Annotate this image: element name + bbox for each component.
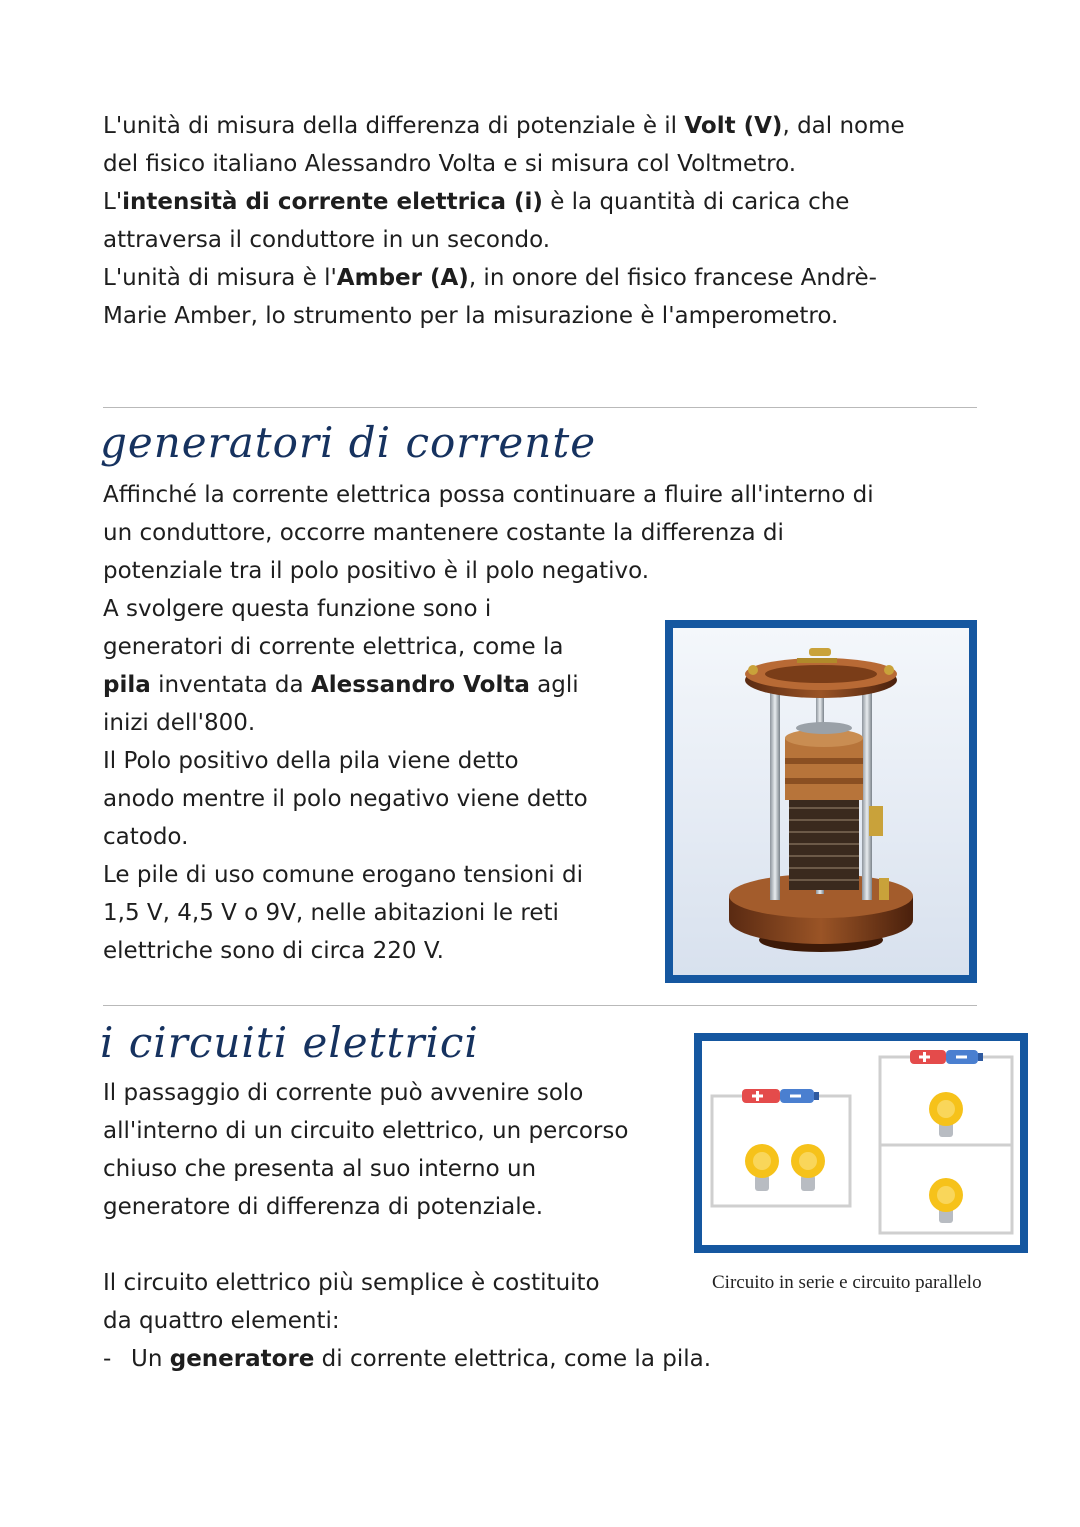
volta-pile-image bbox=[665, 620, 977, 983]
section-divider bbox=[103, 407, 977, 408]
series-battery bbox=[742, 1089, 819, 1103]
generatori-line: catodo. bbox=[103, 824, 189, 850]
circuiti-line: generatore di differenza di potenziale. bbox=[103, 1194, 544, 1220]
intro-paragraph bbox=[103, 107, 905, 335]
generatori-line: Il Polo positivo della pila viene detto bbox=[103, 748, 519, 774]
generatori-line: inizi dell'800. bbox=[103, 710, 256, 736]
circuiti-line: Il passaggio di corrente può avvenire solo bbox=[103, 1080, 584, 1106]
generatori-line: generatori di corrente elettrica, come la bbox=[103, 634, 564, 660]
circuit-diagram-image bbox=[694, 1033, 1028, 1253]
intro-line-2: del fisico italiano Alessandro Volta e si misura col Voltmetro. bbox=[103, 151, 797, 177]
intro-line-6: Marie Amber, lo strumento per la misurazione è l'amperometro. bbox=[103, 303, 839, 329]
generatori-line: un conduttore, occorre mantenere costante la differenza di bbox=[103, 520, 784, 546]
circuiti-line: da quattro elementi: bbox=[103, 1308, 340, 1334]
section-divider bbox=[103, 1005, 977, 1006]
circuiti-line: Il circuito elettrico più semplice è costituito bbox=[103, 1270, 600, 1296]
intro-line-5: L'unità di misura è l'Amber (A), in onore del fisico francese Andrè- bbox=[103, 265, 877, 291]
bullet-dash: - bbox=[103, 1346, 112, 1372]
generatori-line: 1,5 V, 4,5 V o 9V, nelle abitazioni le reti bbox=[103, 900, 559, 926]
section-heading-generatori: generatori di corrente bbox=[100, 418, 597, 467]
intro-line-1: L'unità di misura della differenza di potenziale è il Volt (V), dal nome bbox=[103, 113, 905, 139]
generatori-line: pila inventata da Alessandro Volta agli bbox=[103, 672, 579, 698]
generatori-line: anodo mentre il polo negativo viene detto bbox=[103, 786, 588, 812]
section-heading-circuiti: i circuiti elettrici bbox=[100, 1018, 479, 1067]
parallel-battery bbox=[910, 1050, 983, 1064]
circuiti-paragraph bbox=[103, 1074, 628, 1226]
generatori-line: A svolgere questa funzione sono i bbox=[103, 596, 492, 622]
generatori-line: Affinché la corrente elettrica possa continuare a fluire all'interno di bbox=[103, 482, 874, 508]
intro-line-4: attraversa il conduttore in un secondo. bbox=[103, 227, 551, 253]
generatori-line: potenziale tra il polo positivo è il polo negativo. bbox=[103, 558, 650, 584]
circuit-caption: Circuito in serie e circuito parallelo bbox=[712, 1272, 982, 1293]
generatori-line: elettriche sono di circa 220 V. bbox=[103, 938, 444, 964]
circuit-diagram bbox=[702, 1041, 1020, 1245]
intro-line-3: L'intensità di corrente elettrica (i) è la quantità di carica che bbox=[103, 189, 850, 215]
circuiti-line: chiuso che presenta al suo interno un bbox=[103, 1156, 537, 1182]
generatori-line: Le pile di uso comune erogano tensioni di bbox=[103, 862, 583, 888]
volta-pile-illustration bbox=[673, 628, 969, 975]
circuiti-line: all'interno di un circuito elettrico, un percorso bbox=[103, 1118, 629, 1144]
circuiti-elements-paragraph bbox=[103, 1264, 711, 1378]
bullet-item: - Un generatore di corrente elettrica, come la pila. bbox=[103, 1340, 711, 1378]
